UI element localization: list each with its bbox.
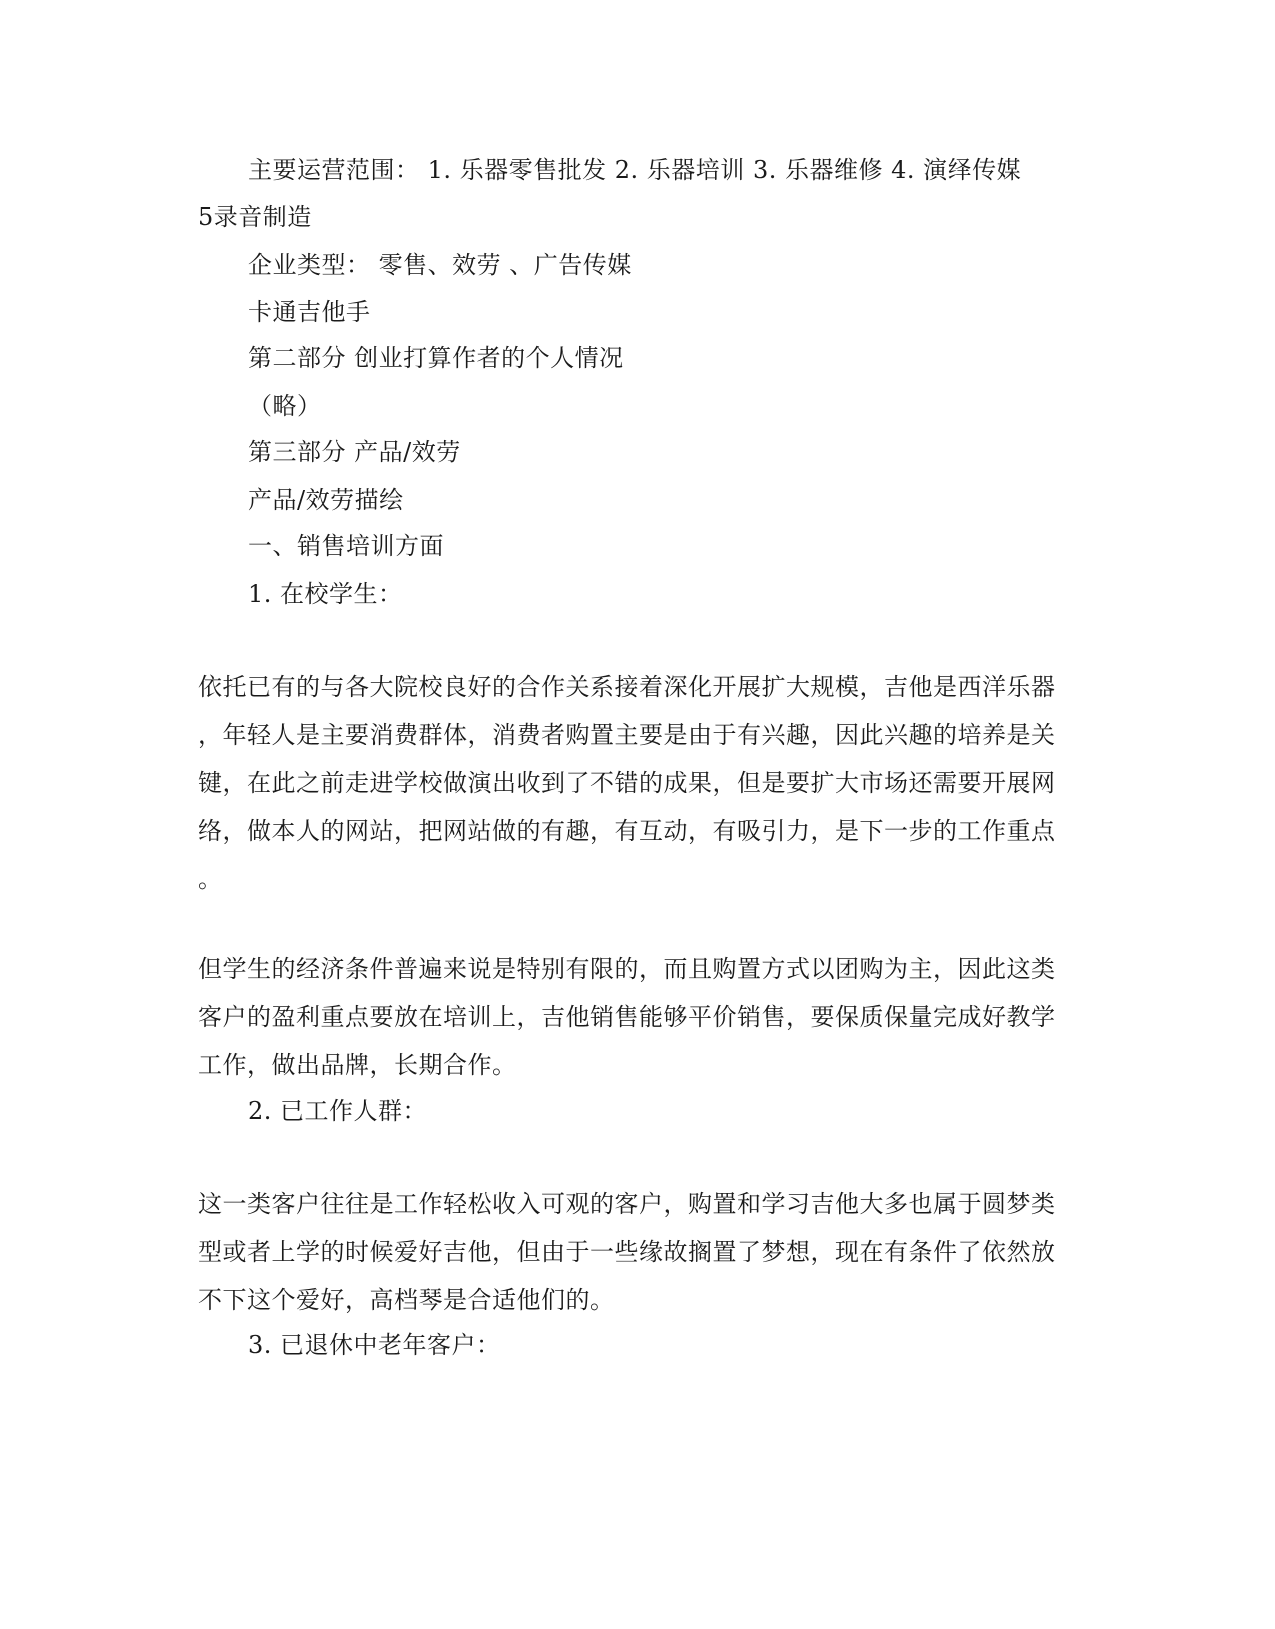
paragraph-line: 客户的盈利重点要放在培训上，吉他销售能够平价销售，要保质保量完成好教学 (198, 1003, 1056, 1031)
paragraph-line: 依托已有的与各大院校良好的合作关系接着深化开展扩大规模，吉他是西洋乐器 (198, 673, 1056, 701)
paragraph-line: ，年轻人是主要消费群体，消费者购置主要是由于有兴趣，因此兴趣的培养是关 (198, 721, 1056, 749)
paragraph-line: 工作，做出品牌，长期合作。 (198, 1051, 517, 1079)
students-paragraph (198, 663, 1078, 903)
business-scope-continuation: 5录音制造 (198, 203, 312, 231)
students-paragraph-2 (198, 945, 1078, 1089)
part3-heading: 第三部分 产品/效劳 (248, 438, 461, 466)
workers-paragraph (198, 1180, 1078, 1324)
paragraph-line: 这一类客户往往是工作轻松收入可观的客户，购置和学习吉他大多也属于圆梦类 (198, 1190, 1056, 1218)
paragraph-line: 键，在此之前走进学校做演出收到了不错的成果，但是要扩大市场还需要开展网 (198, 769, 1056, 797)
paragraph-line: 。 (198, 865, 223, 893)
sales-training-heading: 一、销售培训方面 (248, 532, 444, 560)
paragraph-line: 络，做本人的网站，把网站做的有趣，有互动，有吸引力，是下一步的工作重点 (198, 817, 1056, 845)
retired-heading: 3. 已退休中老年客户： (248, 1331, 501, 1359)
workers-heading: 2. 已工作人群： (248, 1097, 428, 1125)
product-description-heading: 产品/效劳描绘 (248, 486, 404, 514)
paragraph-line: 型或者上学的时候爱好吉他，但由于一些缘故搁置了梦想，现在有条件了依然放 (198, 1238, 1056, 1266)
business-scope-line: 主要运营范围： 1. 乐器零售批发 2. 乐器培训 3. 乐器维修 4. 演绎传媒 (248, 156, 1022, 184)
paragraph-line: 但学生的经济条件普遍来说是特别有限的，而且购置方式以团购为主，因此这类 (198, 955, 1056, 983)
omitted-note: （略） (248, 392, 322, 420)
cartoon-guitarist: 卡通吉他手 (248, 298, 371, 326)
part2-heading: 第二部分 创业打算作者的个人情况 (248, 344, 624, 372)
students-heading: 1. 在校学生： (248, 580, 403, 608)
enterprise-type: 企业类型： 零售、效劳 、广告传媒 (248, 251, 632, 279)
paragraph-line: 不下这个爱好，高档琴是合适他们的。 (198, 1286, 615, 1314)
